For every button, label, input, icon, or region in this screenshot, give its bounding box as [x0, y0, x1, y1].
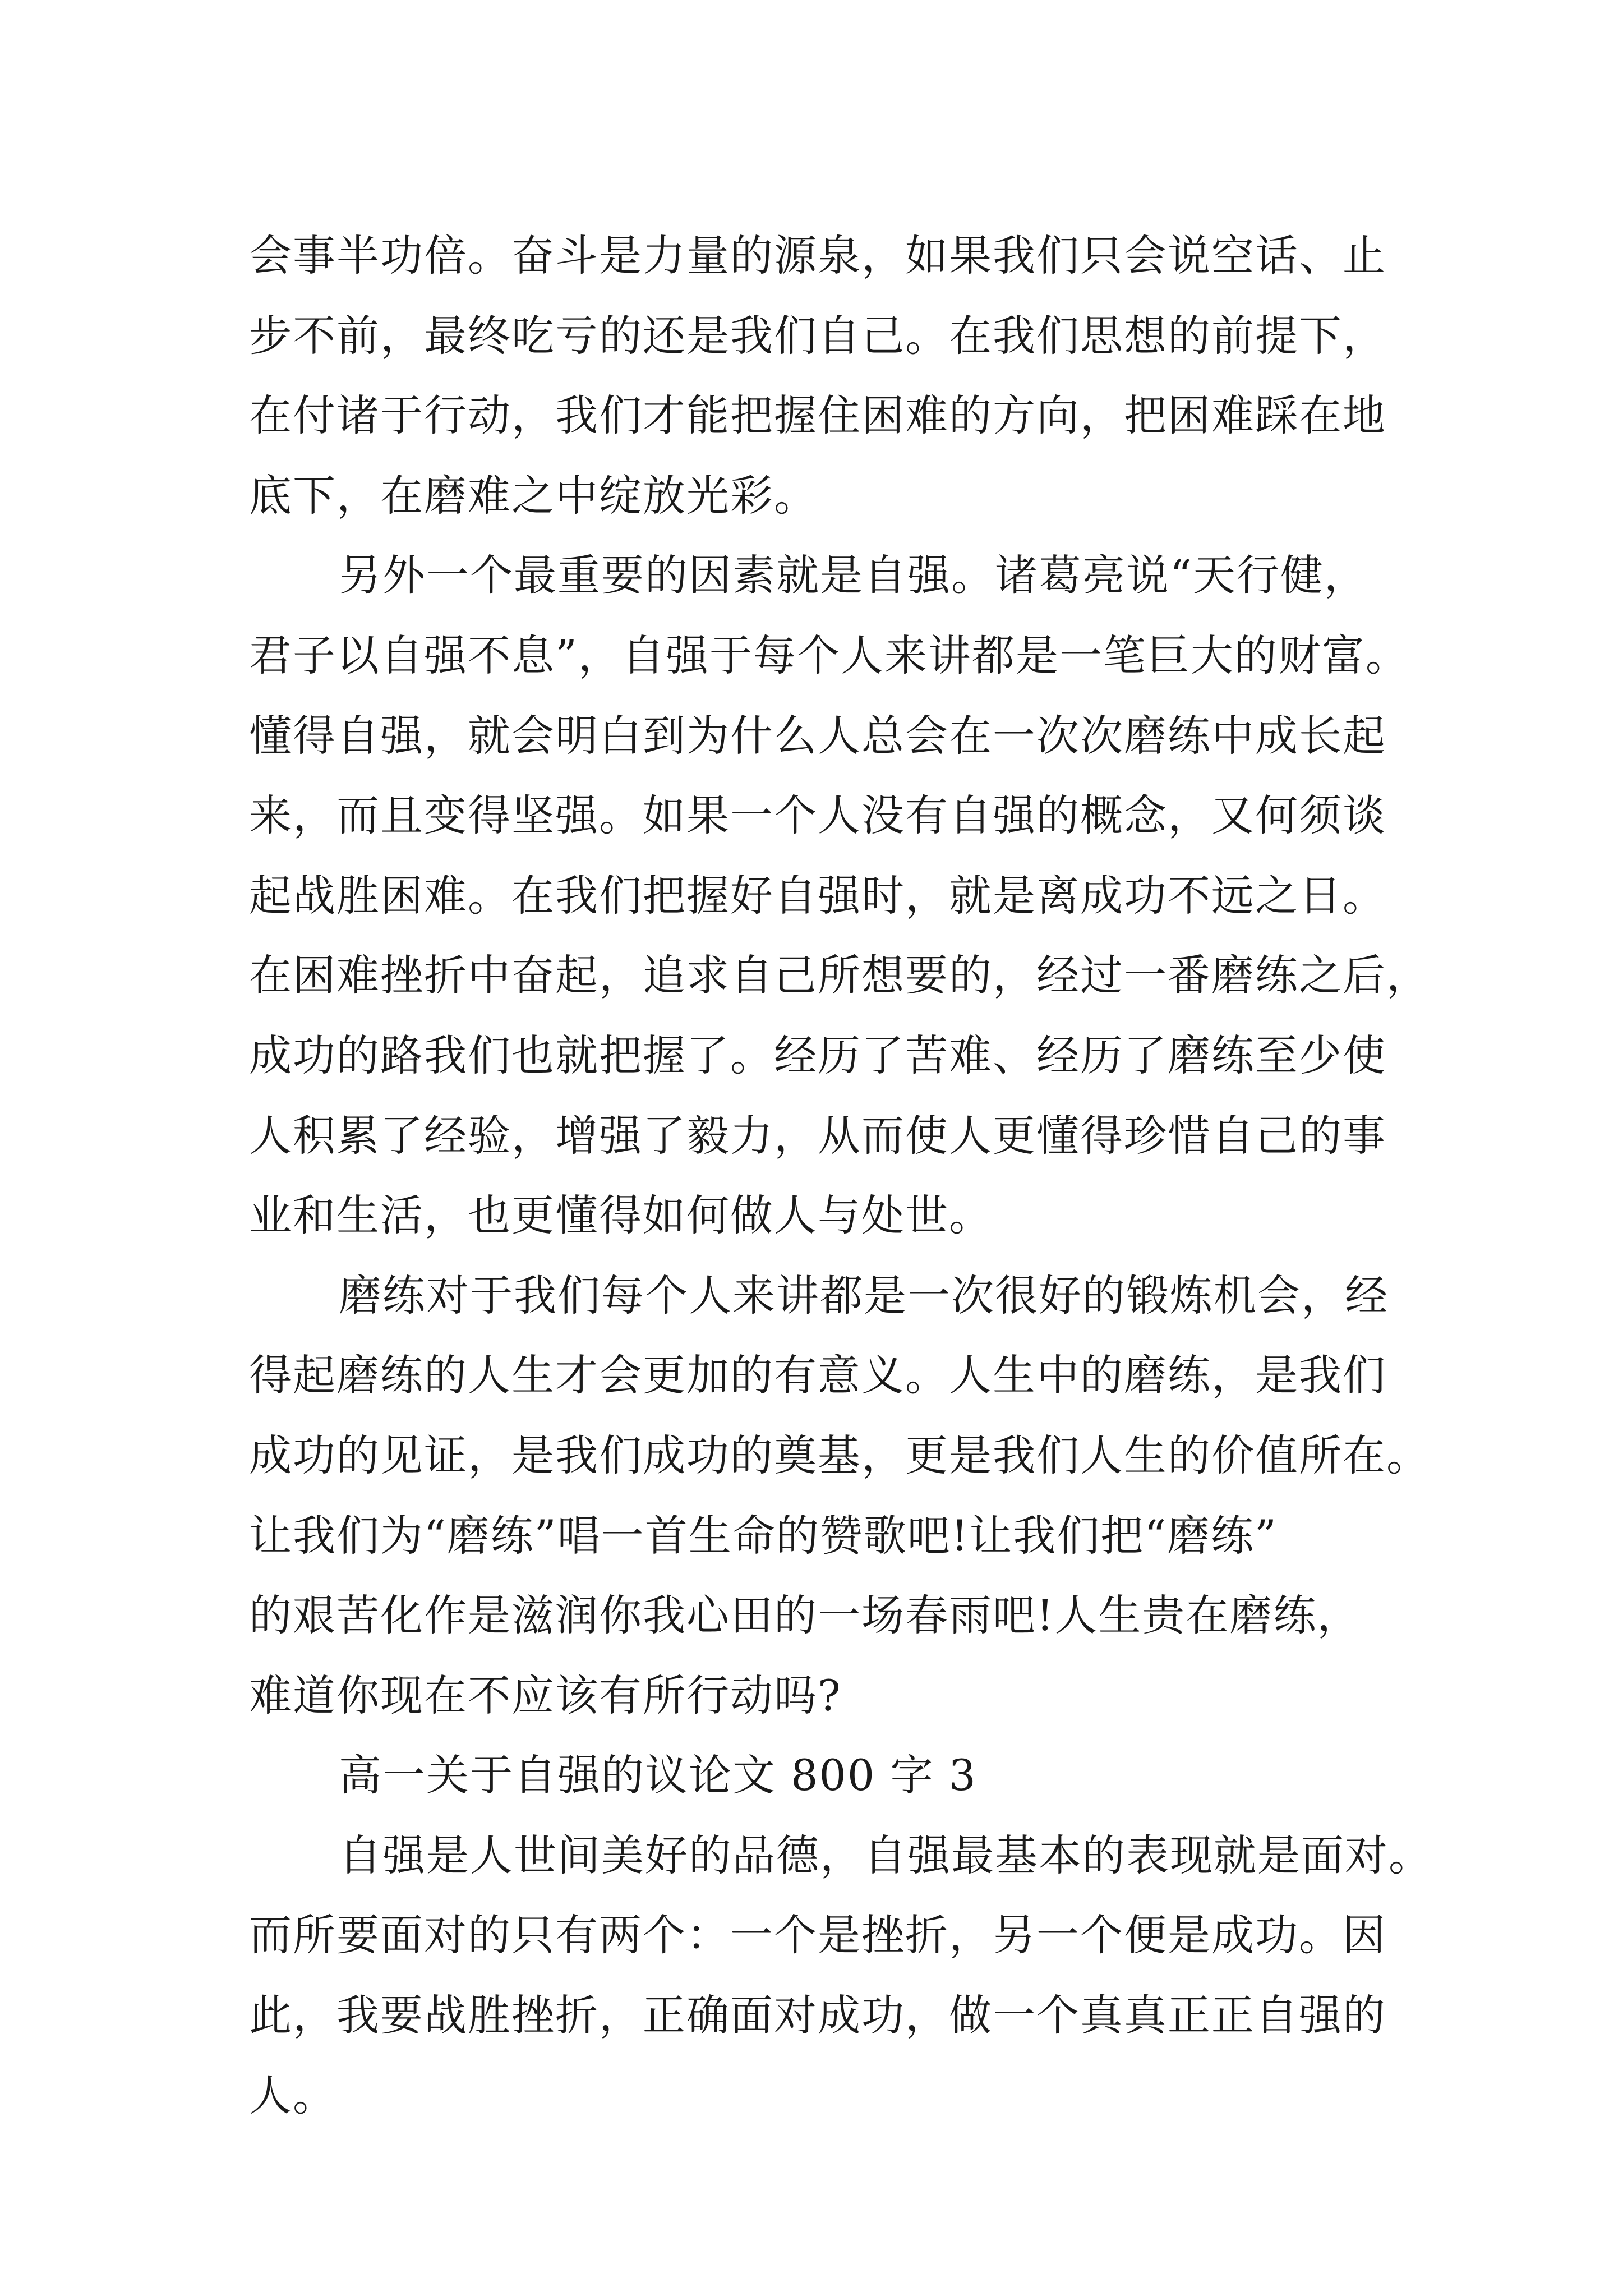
text-line: 此，我要战胜挫折，正确面对成功，做一个真真正正自强的: [249, 1990, 1386, 2041]
text-line: 起战胜困难。在我们把握好自强时，就是离成功不远之日。: [249, 870, 1386, 921]
text-line: 成功的见证，是我们成功的奠基，更是我们人生的价值所在。: [249, 1430, 1430, 1480]
text-line: 会事半功倍。奋斗是力量的源泉，如果我们只会说空话、止: [249, 231, 1386, 280]
paragraph-first-line: 另外一个最重要的因素就是自强。诸葛亮说“天行健，: [339, 550, 1368, 601]
text-line: 业和生活，也更懂得如何做人与处世。: [249, 1190, 993, 1241]
text-line: 的艰苦化作是滋润你我心田的一场春雨吧!人生贵在磨练，: [249, 1590, 1361, 1641]
text-line: 来，而且变得坚强。如果一个人没有自强的概念，又何须谈: [249, 790, 1386, 841]
text-line: 成功的路我们也就把握了。经历了苦难、经历了磨练至少使: [249, 1030, 1386, 1080]
text-line: 而所要面对的只有两个：一个是挫折，另一个便是成功。因: [249, 1910, 1386, 1961]
paragraph-first-line: 自强是人世间美好的品德，自强最基本的表现就是面对。: [339, 1830, 1432, 1880]
text-line: 难道你现在不应该有所行动吗?: [249, 1670, 842, 1720]
text-line: 在付诸于行动，我们才能把握住困难的方向，把困难踩在地: [249, 390, 1386, 441]
text-line: 步不前，最终吃亏的还是我们自己。在我们思想的前提下，: [249, 310, 1386, 361]
text-line: 人。: [249, 2070, 336, 2120]
section-heading: 高一关于自强的议论文 800 字 3: [339, 1750, 977, 1801]
text-line: 得起磨练的人生才会更加的有意义。人生中的磨练，是我们: [249, 1350, 1386, 1401]
text-line: 底下，在磨难之中绽放光彩。: [249, 470, 818, 521]
paragraph-first-line: 磨练对于我们每个人来讲都是一次很好的锻炼机会，经: [339, 1270, 1389, 1320]
essay-body: [249, 216, 1432, 2136]
text-line: 人积累了经验，增强了毅力，从而使人更懂得珍惜自己的事: [249, 1110, 1386, 1161]
text-line: 君子以自强不息”，自强于每个人来讲都是一笔巨大的财富。: [249, 630, 1409, 680]
text-line: 在困难挫折中奋起，追求自己所想要的，经过一番磨练之后，: [249, 950, 1430, 1001]
text-line: 让我们为“磨练”唱一首生命的赞歌吧!让我们把“磨练”: [249, 1510, 1278, 1561]
text-line: 懂得自强，就会明白到为什么人总会在一次次磨练中成长起: [249, 710, 1386, 761]
